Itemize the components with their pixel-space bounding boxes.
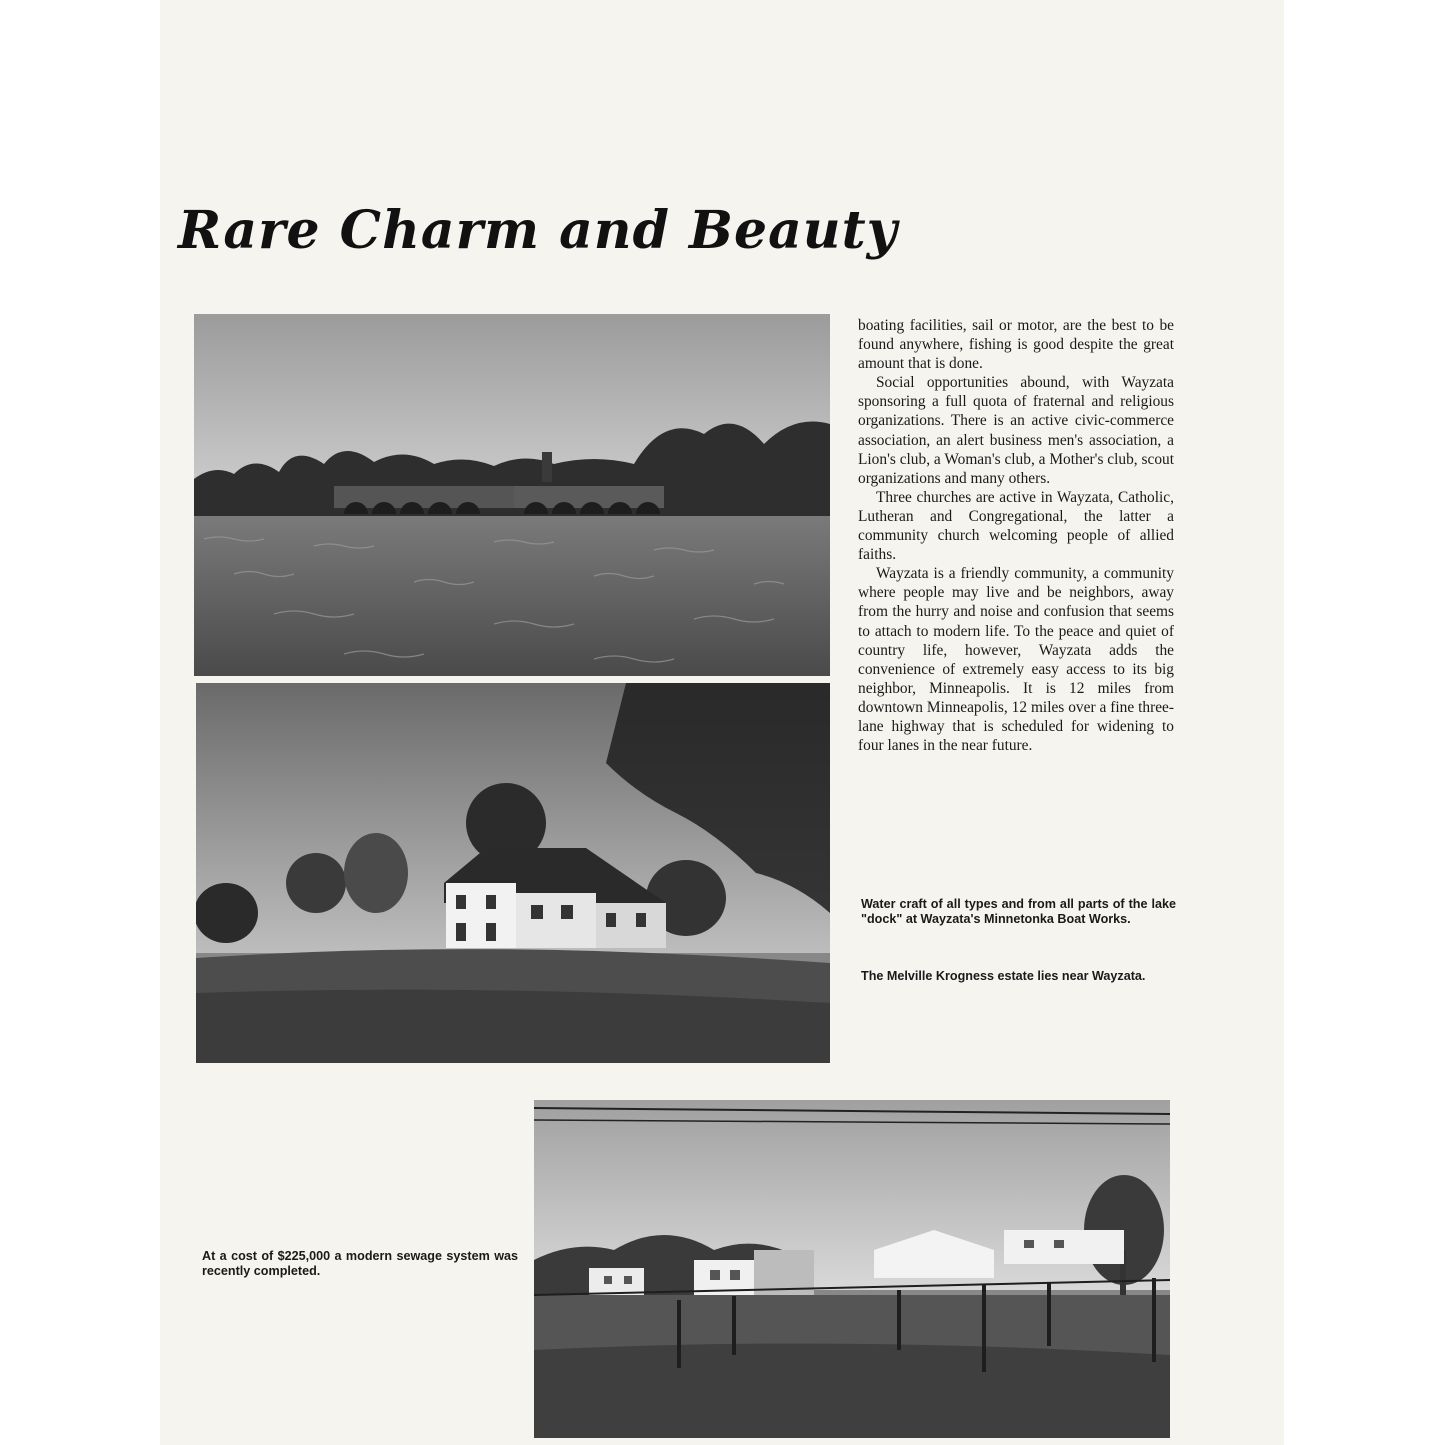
body-paragraph: Wayzata is a friendly community, a community where people may live and be neighbors, away from the hurry and noise and confusion that seems to attach to modern life. To the peace and quiet of country life, however, Wayzata adds the convenience of extremely easy access to its big neighbor, Minneapolis. It is 12 miles from downtown Minneapolis, 12 miles over a fine three-lane highway that is scheduled for widening to four lanes in the near future.	[858, 565, 1174, 755]
caption-estate: The Melville Krogness estate lies near Wayzata.	[861, 969, 1146, 983]
caption-boat-works: Water craft of all types and from all parts of the lake "dock" at Wayzata's Minnetonka Boat Works.	[861, 897, 1176, 926]
page-headline: Rare Charm and Beauty	[178, 200, 898, 261]
body-paragraph: Social opportunities abound, with Wayzata sponsoring a full quota of fraternal and religious organizations. There is an active civic-commerce association, an alert business men's association, a Lion's club, a Woman's club, a Mother's club, scout organizations and many others.	[858, 374, 1174, 487]
photo-krogness-estate	[196, 683, 830, 1063]
body-paragraph: Three churches are active in Wayzata, Catholic, Lutheran and Congregational, the latter a community church welcoming people of allied faiths.	[858, 488, 1174, 564]
article-body	[858, 316, 1174, 755]
photo-sewage-system	[534, 1100, 1170, 1438]
body-paragraph: boating facilities, sail or motor, are the best to be found anywhere, fishing is good despite the great amount that is done.	[858, 317, 1174, 373]
caption-sewage: At a cost of $225,000 a modern sewage system was recently completed.	[202, 1249, 518, 1278]
photo-boat-works	[194, 314, 830, 676]
